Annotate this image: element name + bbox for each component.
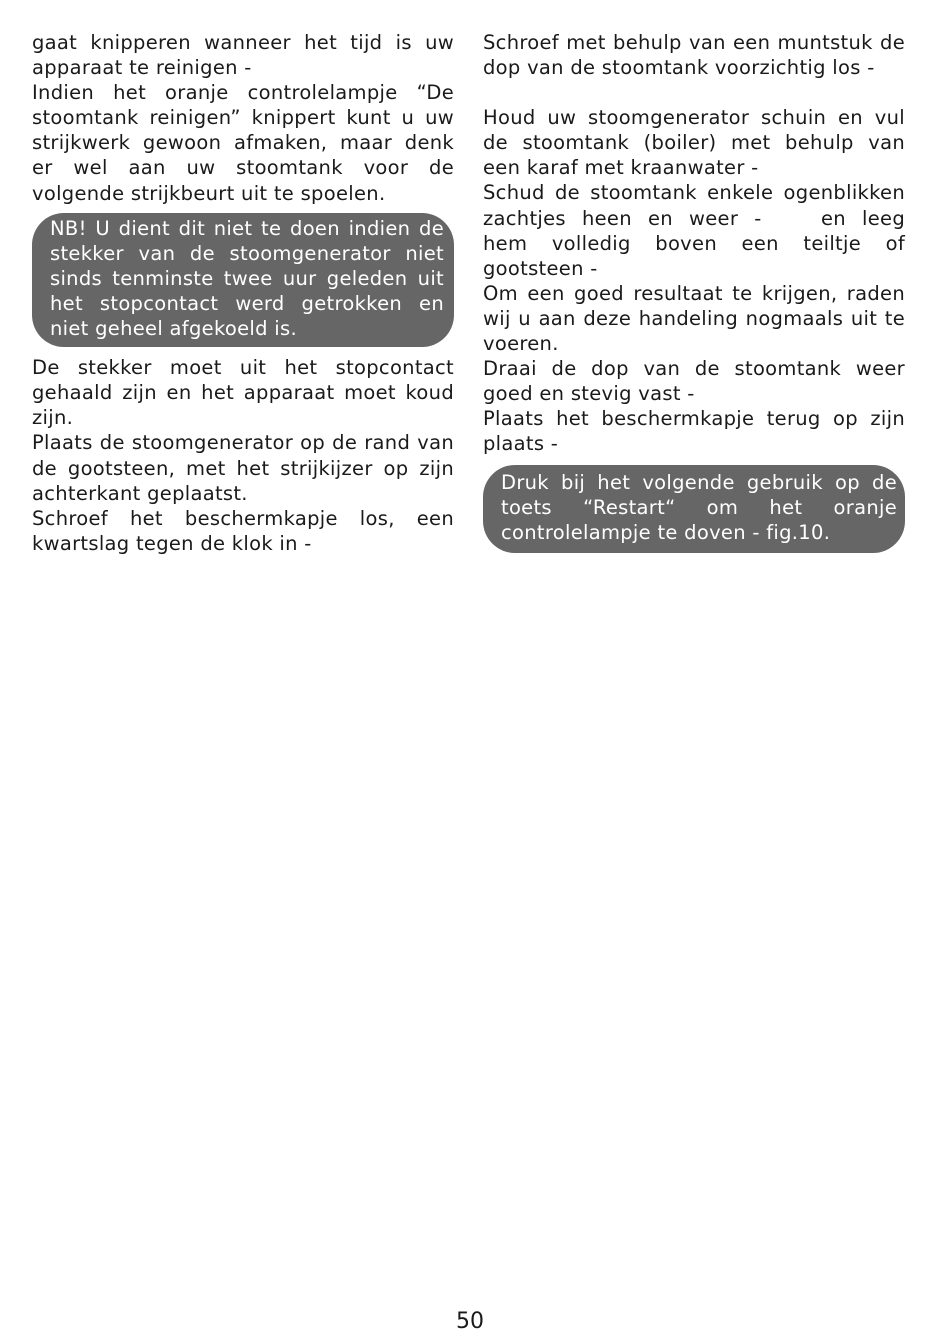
right-column bbox=[483, 30, 905, 561]
left-paragraph-5: Schroef het beschermkapje los, een kwartslag tegen de klok in - bbox=[32, 506, 454, 555]
right-paragraph-1: Schroef met behulp van een muntstuk de dop van de stoomtank voorzichtig los - bbox=[483, 31, 905, 80]
restart-note-box: Druk bij het volgende gebruik op de toets “Restart“ om het oranje controlelampje te doven - fig.10. bbox=[483, 465, 905, 553]
left-paragraph-4: Plaats de stoomgenerator op de rand van de gootsteen, met het strijkijzer op zijn achterkant geplaatst. bbox=[32, 431, 454, 505]
right-paragraph-4: Om een goed resultaat te krijgen, raden wij u aan deze handeling nogmaals uit te voeren. bbox=[483, 281, 905, 356]
left-paragraph-2: Indien het oranje controlelampje “De stoomtank reinigen” knippert kunt u uw strijkwerk gewoon afmaken, maar denk er wel aan uw stoomtank voor de volgende strijkbeurt uit te spoelen. bbox=[32, 81, 454, 205]
right-paragraph-3: Schud de stoomtank enkele ogenblikken zachtjes heen en weer - en leeg hem volledig boven een teiltje of gootsteen - bbox=[483, 181, 905, 280]
left-paragraph-1: gaat knipperen wanneer het tijd is uw apparaat te reinigen - bbox=[32, 31, 454, 80]
page-number: 50 bbox=[456, 1309, 484, 1334]
left-column bbox=[32, 30, 454, 556]
right-paragraph-6: Plaats het beschermkapje terug op zijn plaats - bbox=[483, 407, 905, 456]
right-paragraph-2: Houd uw stoomgenerator schuin en vul de stoomtank (boiler) met behulp van een karaf met kraanwater - bbox=[483, 106, 905, 180]
left-paragraph-3: De stekker moet uit het stopcontact gehaald zijn en het apparaat moet koud zijn. bbox=[32, 356, 454, 430]
right-paragraph-5: Draai de dop van de stoomtank weer goed en stevig vast - bbox=[483, 357, 905, 406]
warning-note-box: NB! U dient dit niet te doen indien de stekker van de stoomgenerator niet sinds tenminste twee uur geleden uit het stopcontact werd getrokken en niet geheel afgekoeld is. bbox=[32, 213, 454, 347]
